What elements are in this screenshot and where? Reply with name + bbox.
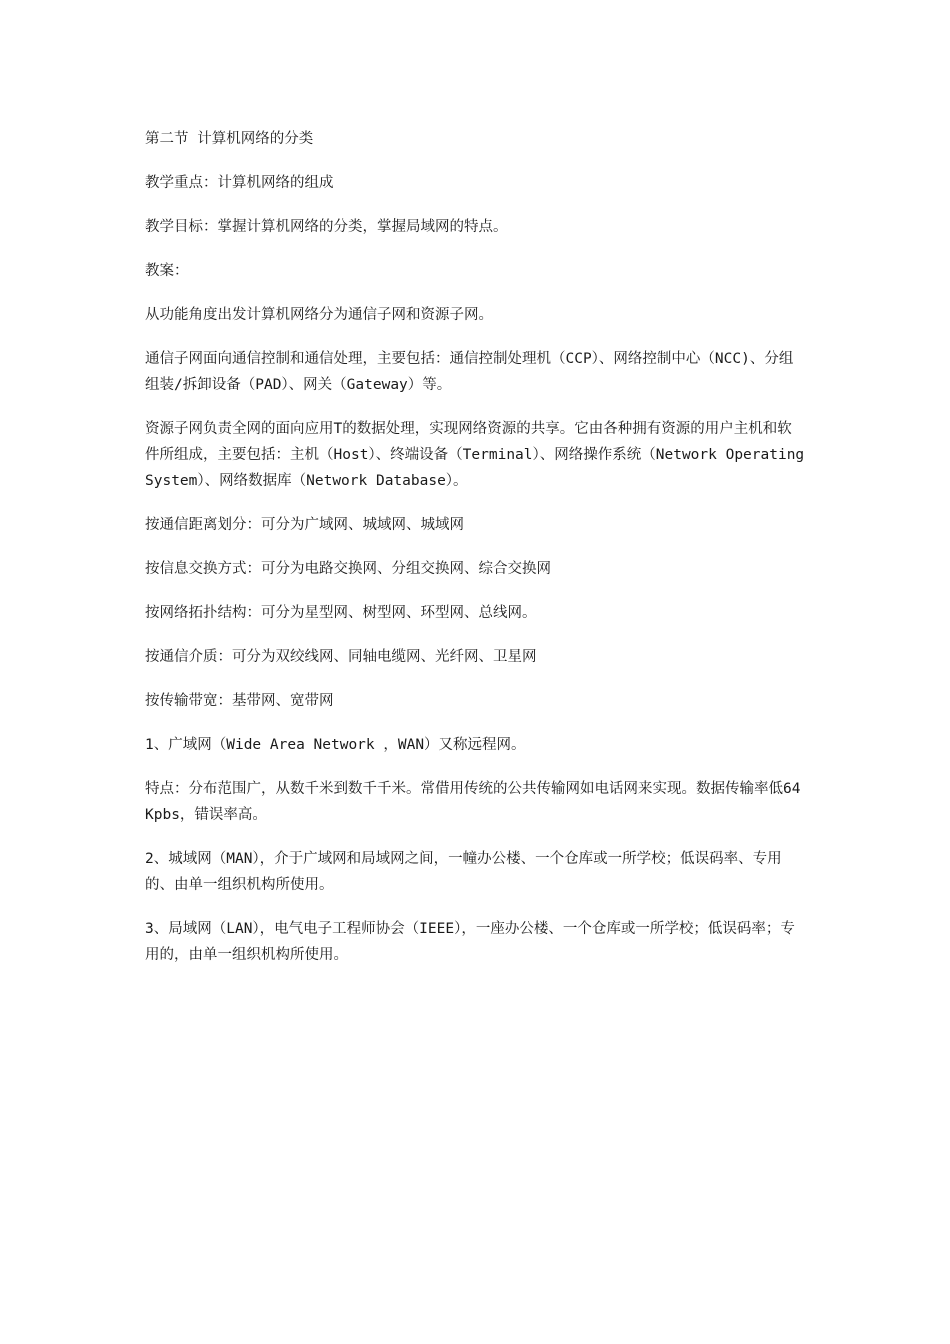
communication-subnet: 通信子网面向通信控制和通信处理，主要包括：通信控制处理机（CCP）、网络控制中心（NCC)、分组组装/拆卸设备（PAD）、网关（Gateway）等。 [145,351,794,393]
classification-by-topology: 按网络拓扑结构：可分为星型网、树型网、环型网、总线网。 [145,605,537,621]
classification-by-medium: 按通信介质：可分为双绞线网、同轴电缆网、光纤网、卫星网 [145,649,537,665]
resource-subnet: 资源子网负责全网的面向应用T的数据处理，实现网络资源的共享。它由各种拥有资源的用户主机和软件所组成，主要包括：主机（Host）、终端设备（Terminal）、网络操作系统（Network Operating System）、网络数据库（Network Database）。 [145,421,805,489]
document-body [145,126,805,968]
wan-features: 特点：分布范围广，从数千米到数千千米。常借用传统的公共传输网如电话网来实现。数据传输率低64Kpbs，错误率高。 [145,781,801,823]
wan-heading: 1、广域网（Wide Area Network ，WAN）又称远程网。 [145,737,526,753]
teaching-focus: 教学重点：计算机网络的组成 [145,175,334,191]
classification-by-distance: 按通信距离划分：可分为广域网、城域网、城域网 [145,517,464,533]
classification-by-switching: 按信息交换方式：可分为电路交换网、分组交换网、综合交换网 [145,561,551,577]
lesson-plan-label: 教案： [145,263,189,279]
functional-classification: 从功能角度出发计算机网络分为通信子网和资源子网。 [145,307,493,323]
man-description: 2、城域网（MAN），介于广域网和局域网之间，一幢办公楼、一个仓库或一所学校；低误码率、专用的、由单一组织机构所使用。 [145,851,782,893]
classification-by-bandwidth: 按传输带宽：基带网、宽带网 [145,693,334,709]
teaching-goal: 教学目标：掌握计算机网络的分类，掌握局域网的特点。 [145,219,508,235]
lan-description: 3、局域网（LAN），电气电子工程师协会（IEEE），一座办公楼、一个仓库或一所学校；低误码率；专用的，由单一组织机构所使用。 [145,921,795,963]
section-title: 第二节 计算机网络的分类 [145,131,314,147]
